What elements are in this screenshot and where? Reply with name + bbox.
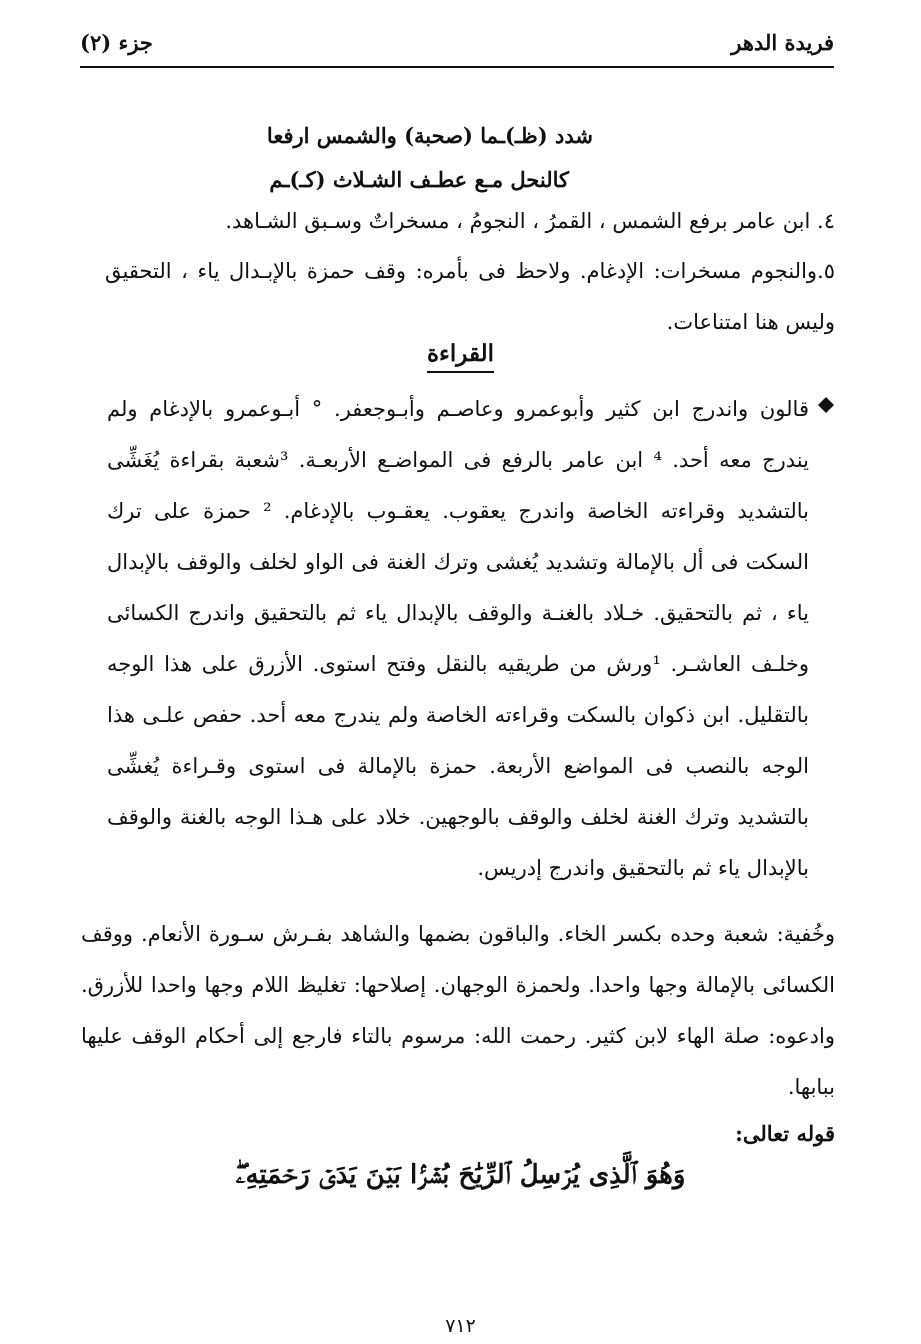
- header-rule: [80, 66, 834, 68]
- poem-verse-block: [113, 114, 593, 202]
- section-heading: القراءة: [0, 340, 921, 367]
- verse-intro: قوله تعالى:: [735, 1121, 835, 1146]
- diamond-bullet-icon: [817, 396, 835, 414]
- words-paragraph: وخُفية: شعبة وحده بكسر الخاء. والباقون بضمها والشاهد بفـرش سـورة الأنعام. ووقف الكسائى بالإمالة وجها واحدا. ولحمزة الوجهان. إصلاحها: تغليظ اللام وجها واحدا للأزرق. وادعوه: صلة الهاء لابن كثير. رحمت الله: مرسوم بالتاء فارجع إلى أحكام الوقف عليها ببابها.: [81, 922, 835, 1099]
- part-label: جزء (٢): [80, 30, 153, 55]
- page-header: [80, 30, 834, 68]
- note-5: ٥.والنجوم مسخرات: الإدغام. ولاحظ فى بأمره: وقف حمزة بالإبـدال ياء ، التحقيق وليس هنا امتناعات.: [105, 259, 835, 334]
- poem-line-1: شدد (ظـ)ـما (صحبة) والشمس ارفعا: [266, 123, 593, 148]
- quran-verse: وَهُوَ ٱلَّذِى يُرۡسِلُ ٱلرِّيَٰحَ بُشۡرَۢا بَيۡنَ يَدَىۡ رَحۡمَتِهِۦۖ: [235, 1160, 686, 1190]
- note-4: ٤. ابن عامر برفع الشمس ، القمرُ ، النجومُ ، مسخراتٌ وسـبق الشـاهد.: [225, 209, 835, 233]
- page-number: ٧١٢: [445, 1315, 476, 1337]
- qiraat-paragraph: قالون واندرج ابن كثير وأبوعمرو وعاصـم وأبـوجعفر. ° أبـوعمرو بالإدغام ولم يندرج معه أحد. ⁴ ابن عامر بالرفع فى المواضـع الأربعـة. ³شعبة بقراءة يُغَشِّى بالتشديد وقراءته الخاصة واندرج يعقوب. يعقـوب بالإدغام. ² حمزة على ترك السكت فى أل بالإمالة وتشديد يُغشى وترك الغنة فى الواو لخلف والوقف بالإبدال ياء ، ثم بالتحقيق. خـلاد بالغنـة والوقف بالإبدال ياء ثم بالتحقيق واندرج الكسائى وخلـف العاشـر. ¹ورش من طريقيه بالنقل وفتح استوى. الأزرق على هذا الوجه بالتقليل. ابن ذكوان بالسكت وقراءته الخاصة ولم يندرج معه أحد. حفص علـى هذا الوجه بالنصب فى المواضع الأربعة. حمزة بالإمالة فى استوى وقـراءة يُغشِّى بالتشديد وترك الغنة لخلف والوقف بالوجهين. خلاد على هـذا الوجه بالغنة والوقف بالإبدال ياء ثم بالتحقيق واندرج إدريس.: [107, 397, 809, 880]
- book-title: فريدة الدهر: [731, 30, 834, 55]
- poem-line-2: كالنحل مـع عطـف الشـلاث (كـ)ـم: [269, 167, 569, 192]
